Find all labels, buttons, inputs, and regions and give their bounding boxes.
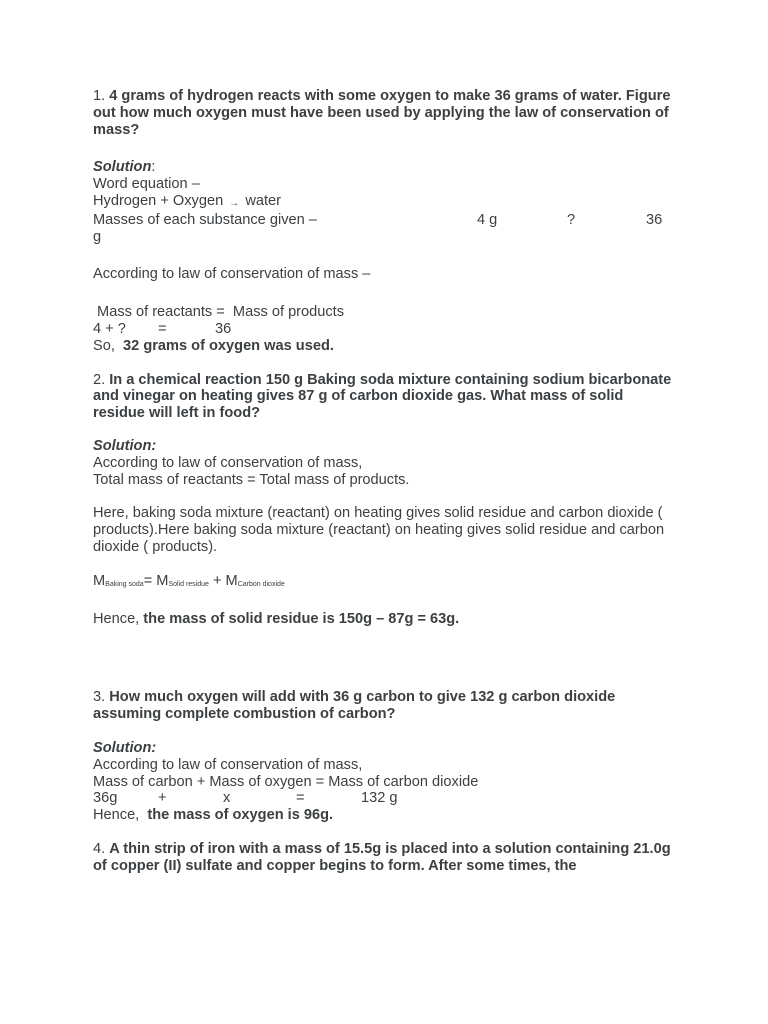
explanation-paragraph: Here, baking soda mixture (reactant) on heating gives solid residue and carbon dioxide ( products).Here baking soda mixture (reactant) on heating gives solid residue and carbon dioxide ( products). [93, 505, 665, 555]
solution-3 [93, 740, 673, 824]
calc3-equals: = [296, 790, 305, 807]
document-page [93, 88, 673, 875]
word-equation-reactants: Hydrogen + Oxygen [93, 192, 224, 209]
question-3 [93, 689, 673, 723]
word-equation-label: Word equation – [93, 176, 200, 193]
solution-1-colon: : [151, 159, 156, 176]
mass-sum-line: Mass of carbon + Mass of oxygen = Mass of carbon dioxide [93, 773, 479, 790]
calc3-x: x [223, 790, 231, 807]
calculation-1 [93, 304, 673, 354]
law-line-3: According to law of conservation of mass, [93, 756, 363, 773]
word-equation [93, 193, 673, 212]
question-3-number: 3. [93, 689, 106, 706]
total-mass-line: Total mass of reactants = Total mass of products. [93, 471, 410, 488]
calc-left: 4 + ? [93, 320, 126, 337]
mass-hydrogen: 4 g [477, 211, 498, 228]
question-2-number: 2. [93, 371, 106, 388]
question-1-text: 4 grams of hydrogen reacts with some oxygen to make 36 grams of water. Figure out how much oxygen must have been used by applying the law of conservation of mass? [93, 88, 671, 138]
masses-row [93, 212, 673, 229]
law-line-2: According to law of conservation of mass, [93, 454, 363, 471]
question-2 [93, 372, 673, 422]
calc-right: 36 [215, 320, 232, 337]
solution-2 [93, 438, 673, 488]
arrow-icon: → [229, 197, 240, 209]
calc-equals: = [158, 320, 167, 337]
answer-1: 32 grams of oxygen was used. [123, 337, 334, 354]
calc3-co2: 132 g [361, 790, 398, 807]
question-4 [93, 841, 673, 875]
law-line-1: According to law of conservation of mass – [93, 266, 371, 283]
solution-1-label: Solution [93, 159, 152, 176]
calc-row-3 [93, 790, 673, 807]
question-2-text: In a chemical reaction 150 g Baking soda mixture containing sodium bicarbonate and vinegar on heating gives 87 g of carbon dioxide gas. What mass of solid residue will left in food? [93, 371, 672, 422]
calc3-carbon: 36g [93, 790, 118, 807]
answer-2-line [93, 611, 673, 628]
answer-2: the mass of solid residue is 150g – 87g = 63g. [143, 610, 460, 627]
solution-3-label: Solution: [93, 739, 157, 756]
solution-2-label: Solution: [93, 437, 157, 454]
mass-formula: $M_{Baking soda}= M_{Solid residue} + M_{Carbon dioxide}$ [93, 572, 285, 589]
answer-3-prefix: Hence, [93, 807, 148, 824]
calc-row-1 [93, 321, 673, 338]
answer-1-prefix: So, [93, 337, 119, 354]
solution-1 [93, 159, 673, 245]
masses-label: Masses of each substance given – [93, 211, 317, 228]
calc3-plus: + [158, 790, 167, 807]
question-4-text: A thin strip of iron with a mass of 15.5g is placed into a solution containing 21.0g of copper (II) sulfate and copper begins to form. After some times, the [93, 840, 671, 874]
mass-equation: Mass of reactants = Mass of products [93, 304, 345, 321]
question-4-number: 4. [93, 840, 106, 857]
question-1-number: 1. [93, 88, 106, 104]
answer-2-prefix: Hence, [93, 610, 144, 627]
question-3-text: How much oxygen will add with 36 g carbon to give 132 g carbon dioxide assuming complete combustion of carbon? [93, 689, 616, 723]
mass-water-value: 36 [646, 211, 663, 228]
question-1 [93, 88, 673, 138]
mass-water-unit: g [93, 228, 102, 245]
mass-oxygen: ? [567, 211, 576, 228]
answer-3: the mass of oxygen is 96g. [147, 807, 334, 824]
word-equation-product: water [245, 192, 282, 209]
